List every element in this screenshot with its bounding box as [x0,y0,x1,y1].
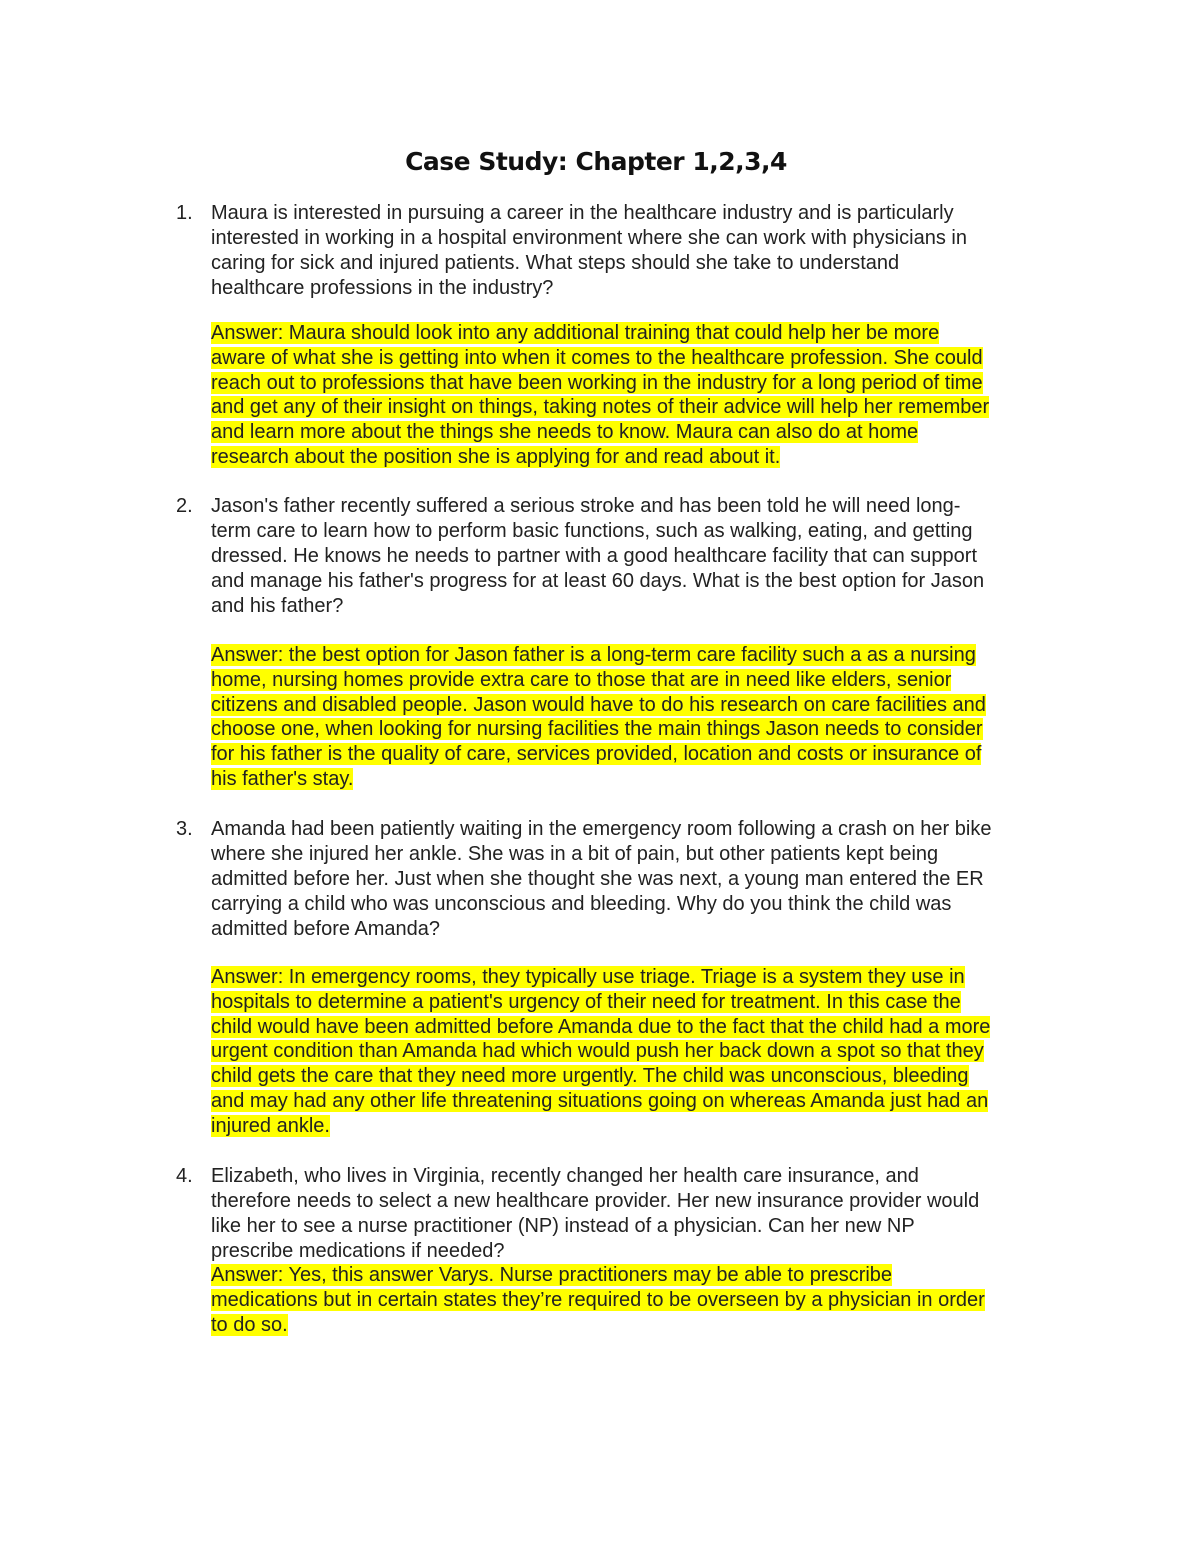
answer-line: his father's stay. [211,767,354,790]
question-number: 1. [176,202,193,224]
question-line: therefore needs to select a new healthcare provider. Her new insurance provider would [211,1190,980,1212]
answer-line: research about the position she is applying for and read about it. [211,445,781,468]
question-line: and manage his father's progress for at least 60 days. What is the best option for Jason [211,570,985,592]
answer-line: medications but in certain states they’re required to be overseen by a physician in order [211,1288,985,1311]
answer-line: child would have been admitted before Amanda due to the fact that the child had a more [211,1015,991,1038]
answer-line: Answer: the best option for Jason father is a long-term care facility such a as a nursing [211,644,976,666]
page-title: Case Study: Chapter 1,2,3,4 [405,147,787,176]
question-line: like her to see a nurse practitioner (NP) instead of a physician. Can her new NP [211,1215,915,1237]
answer-text [211,965,1071,1139]
question-line: Elizabeth, who lives in Virginia, recently changed her health care insurance, and [211,1165,919,1187]
question-text [211,1164,1061,1264]
answer-line: Answer: In emergency rooms, they typically use triage. Triage is a system they use in [211,966,965,988]
answer-line: and learn more about the things she needs to know. Maura can also do at home [211,421,919,444]
question-text [211,494,1061,619]
answer-text [211,643,1071,792]
question-line: Jason's father recently suffered a serious stroke and has been told he will need long- [211,495,961,517]
question-line: Amanda had been patiently waiting in the emergency room following a crash on her bike [211,818,992,840]
answer-line: aware of what she is getting into when it comes to the healthcare profession. She could [211,346,983,369]
question-line: Maura is interested in pursuing a career in the healthcare industry and is particularly [211,202,954,224]
question-line: admitted before Amanda? [211,918,441,940]
answer-line: home, nursing homes provide extra care to those that are in need like elders, senior [211,668,952,691]
question-line: interested in working in a hospital environment where she can work with physicians in [211,227,967,249]
answer-text [211,321,1071,470]
answer-line: hospitals to determine a patient's urgency of their need for treatment. In this case the [211,990,961,1013]
answer-line: Answer: Yes, this answer Varys. Nurse practitioners may be able to prescribe [211,1264,893,1286]
question-line: caring for sick and injured patients. What steps should she take to understand [211,252,900,274]
answer-line: choose one, when looking for nursing facilities the main things Jason needs to consider [211,718,983,741]
answer-line: citizens and disabled people. Jason would have to do his research on care facilities and [211,693,986,716]
question-text [211,817,1061,942]
answer-line: and get any of their insight on things, taking notes of their advice will help her remember [211,396,990,419]
question-number: 2. [176,495,193,517]
question-line: term care to learn how to perform basic functions, such as walking, eating, and getting [211,520,973,542]
question-line: dressed. He knows he needs to partner with a good healthcare facility that can support [211,545,978,567]
answer-line: child gets the care that they need more urgently. The child was unconscious, bleeding [211,1065,969,1088]
answer-text [211,1263,1071,1337]
question-line: and his father? [211,595,344,617]
question-line: healthcare professions in the industry? [211,277,554,299]
answer-line: reach out to professions that have been working in the industry for a long period of time [211,371,983,394]
question-number: 4. [176,1165,193,1187]
question-line: carrying a child who was unconscious and bleeding. Why do you think the child was [211,893,952,915]
answer-line: for his father is the quality of care, services provided, location and costs or insurance of [211,743,982,766]
answer-line: Answer: Maura should look into any additional training that could help her be more [211,322,940,344]
answer-line: injured ankle. [211,1114,330,1137]
question-text [211,201,1061,301]
answer-line: and may had any other life threatening situations going on whereas Amanda just had an [211,1089,989,1112]
question-line: where she injured her ankle. She was in a bit of pain, but other patients kept being [211,843,939,865]
question-line: admitted before her. Just when she thought she was next, a young man entered the ER [211,868,984,890]
answer-line: to do so. [211,1313,288,1336]
question-number: 3. [176,818,193,840]
question-line: prescribe medications if needed? [211,1240,505,1262]
answer-line: urgent condition than Amanda had which would push her back down a spot so that they [211,1040,984,1063]
